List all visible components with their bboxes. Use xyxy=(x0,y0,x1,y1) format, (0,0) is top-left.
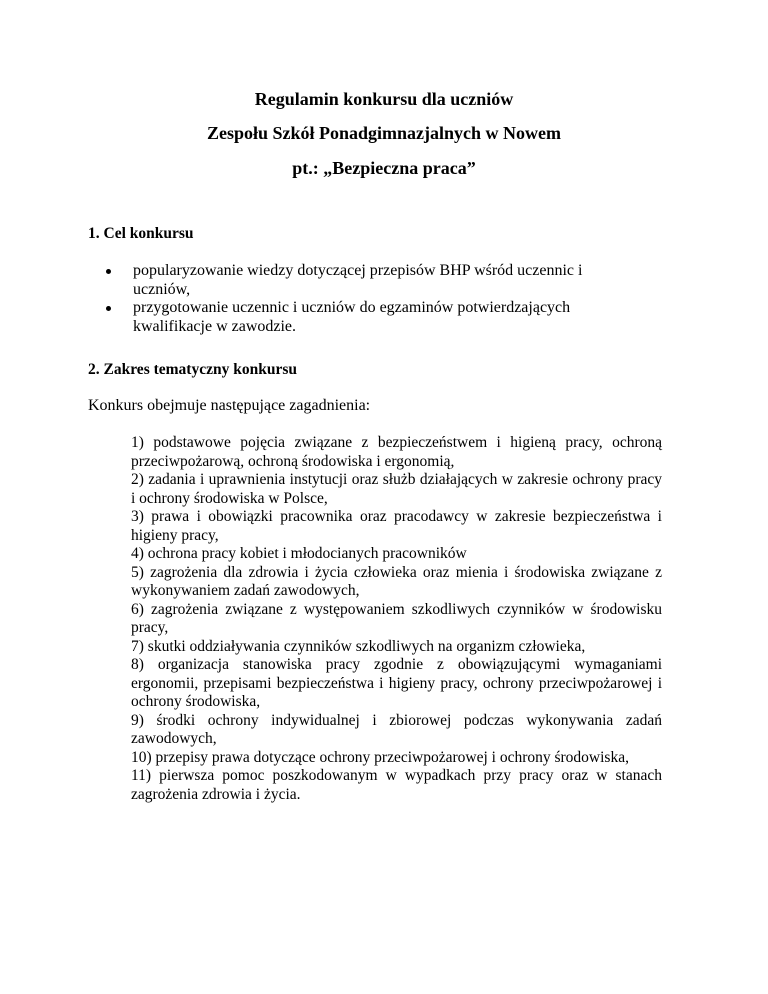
section-2-heading: 2. Zakres tematyczny konkursu xyxy=(88,361,297,378)
document-title-line-2: Zespołu Szkół Ponadgimnazjalnych w Nowem xyxy=(206,123,562,143)
document-title-line-1: Regulamin konkursu dla uczniów xyxy=(254,89,514,109)
list-item: 11) pierwsza pomoc poszkodowanym w wypadkach przy pracy oraz w stanach zagrożenia zdrowia i życia. xyxy=(131,767,662,803)
goal-text-2: przygotowanie uczennic i uczniów do egzaminów potwierdzających kwalifikacje w zawodzie. xyxy=(133,299,571,335)
list-item xyxy=(106,262,638,299)
list-item: 3) prawa i obowiązki pracownika oraz pracodawcy w zakresie bezpieczeństwa i higieny pracy, xyxy=(131,508,662,544)
list-item: 7) skutki oddziaływania czynników szkodliwych na organizm człowieka, xyxy=(131,637,586,655)
list-item: 2) zadania i uprawnienia instytucji oraz służb działających w zakresie ochrony pracy i ochrony środowiska w Polsce, xyxy=(131,471,662,507)
list-item: 5) zagrożenia dla zdrowia i życia człowieka oraz mienia i środowiska związane z wykonywaniem zadań zawodowych, xyxy=(131,563,662,599)
list-item: 10) przepisy prawa dotyczące ochrony przeciwpożarowej i ochrony środowiska, xyxy=(131,748,629,766)
bullet-icon xyxy=(106,306,111,311)
goal-text-1: popularyzowanie wiedzy dotyczącej przepisów BHP wśród uczennic i uczniów, xyxy=(133,262,583,298)
goals-list xyxy=(106,262,666,336)
document-title-line-3: pt.: „Bezpieczna praca” xyxy=(292,158,476,178)
list-item xyxy=(106,299,653,336)
topics-list xyxy=(131,434,662,804)
list-item: 1) podstawowe pojęcia związane z bezpieczeństwem i higieną pracy, ochroną przeciwpożarową, ochroną środowiska i ergonomią, xyxy=(131,434,662,470)
list-item: 6) zagrożenia związane z występowaniem szkodliwych czynników w środowisku pracy, xyxy=(131,600,662,636)
bullet-icon xyxy=(106,269,111,274)
list-item: 4) ochrona pracy kobiet i młodocianych pracowników xyxy=(131,545,467,562)
list-item: 9) środki ochrony indywidualnej i zbiorowej podczas wykonywania zadań zawodowych, xyxy=(131,711,662,747)
list-item: 8) organizacja stanowiska pracy zgodnie z obowiązującymi wymaganiami ergonomii, przepisami bezpieczeństwa i higieny pracy, ochrony przeciwpożarowej i ochrony środowiska, xyxy=(131,656,662,710)
section-1-heading: 1. Cel konkursu xyxy=(88,225,194,242)
section-2-intro: Konkurs obejmuje następujące zagadnienia: xyxy=(88,397,371,414)
